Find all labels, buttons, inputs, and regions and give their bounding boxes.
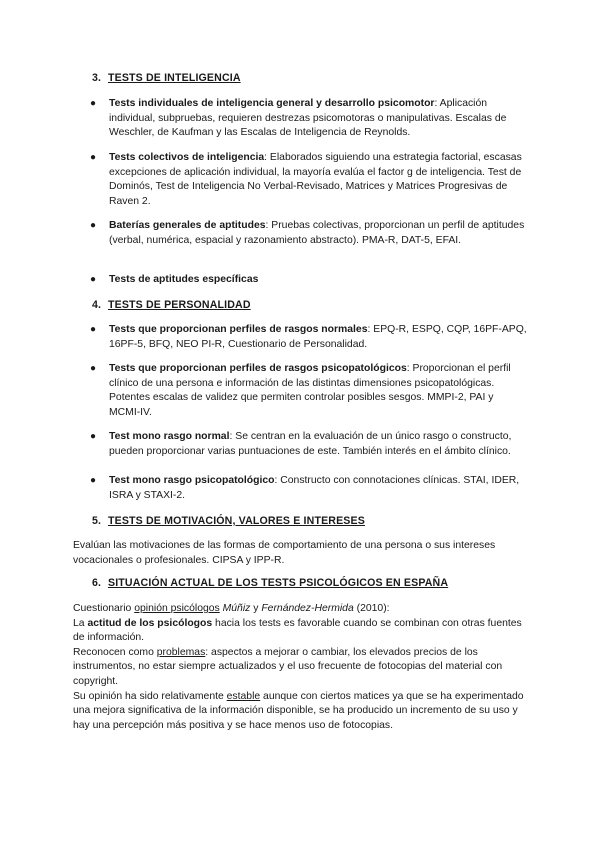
item-text: : Elaborados siguiendo una estrategia factorial, escasas excepciones de aplicación individual, la mayoría evalúa el factor g de inteligencia. Test de Dominós, Test de Inteligencia No Verbal-Revisado, Matrices y Matrices Progresivas de Raven 2.	[109, 152, 522, 207]
list-item	[90, 219, 527, 248]
item-term: Test mono rasgo psicopatológico	[109, 475, 275, 486]
underlined-term: opinión psicólogos	[134, 603, 220, 614]
list-item	[90, 151, 527, 209]
list-item	[90, 474, 527, 503]
bullet-icon: ●	[90, 274, 97, 285]
survey-line	[73, 602, 529, 617]
bullet-icon: ●	[90, 431, 97, 442]
bullet-icon: ●	[90, 363, 97, 374]
item-term: Tests individuales de inteligencia general y desarrollo psicomotor	[109, 98, 435, 109]
section-number: 3.	[92, 72, 102, 84]
section-heading-6	[92, 576, 448, 591]
item-term: Tests colectivos de inteligencia	[109, 152, 265, 163]
section-heading-4	[92, 298, 251, 313]
list-item	[90, 362, 527, 420]
list-item	[90, 430, 527, 459]
item-term: Tests que proporcionan perfiles de rasgos normales	[109, 324, 368, 335]
item-term: Baterías generales de aptitudes	[109, 220, 266, 231]
list-item	[90, 273, 527, 288]
attitude-paragraph	[73, 617, 529, 646]
underlined-term: estable	[226, 690, 261, 702]
item-term: Test mono rasgo normal	[109, 431, 230, 442]
item-term: Tests que proporcionan perfiles de rasgos psicopatológicos	[109, 363, 407, 374]
section-title: TESTS DE PERSONALIDAD	[108, 299, 251, 311]
bold-term: actitud de los psicólogos	[87, 617, 213, 629]
text-fragment: Reconocen como	[73, 646, 157, 658]
item-text: : Pruebas colectivas, proporcionan un perfil de aptitudes (verbal, numérica, espacial y razonamiento abstracto). PMA-R, DAT-5, EFAI.	[109, 220, 525, 246]
section-title: TESTS DE INTELIGENCIA	[108, 72, 241, 84]
list-item	[90, 323, 527, 352]
item-text: : Se centran en la evaluación de un único rasgo o constructo, pueden proporcionar varias puntuaciones de este. También interés en el ámbito clínico.	[109, 431, 512, 457]
text-fragment: La	[73, 617, 88, 629]
text-fragment: aunque con ciertos matices ya que se ha experimentado una mejora significativa de la información disponible, se ha producido un incremento de su uso y hay una percepción más positiva y se hace menos uso de fotocopias.	[73, 690, 524, 731]
opinion-paragraph	[73, 690, 529, 734]
text-fragment: hacia los tests es favorable cuando se combinan con otras fuentes de información.	[73, 617, 522, 644]
section-title: TESTS DE MOTIVACIÓN, VALORES E INTERESES	[108, 515, 365, 527]
text-fragment: (2010):	[353, 603, 390, 614]
item-term: Tests de aptitudes específicas	[109, 274, 259, 285]
motivation-paragraph: Evalúan las motivaciones de las formas de comportamiento de una persona o sus intereses vocacionales o profesionales. CIPSA y IPP-R.	[73, 540, 496, 566]
bullet-icon: ●	[90, 98, 97, 109]
bullet-icon: ●	[90, 220, 97, 231]
list-item	[90, 97, 527, 141]
section-title: SITUACIÓN ACTUAL DE LOS TESTS PSICOLÓGICOS EN ESPAÑA	[108, 577, 449, 589]
text-fragment: : aspectos a mejorar o cambiar, los elevados precios de los instrumentos, no estar siempre actualizados y el uso frecuente de fotocopias del material con copyright.	[73, 646, 503, 687]
section-heading-5	[92, 514, 365, 529]
author-name: Múñiz	[222, 603, 251, 614]
text-fragment: y	[250, 603, 262, 614]
author-name: Fernández-Hermida	[261, 603, 354, 614]
section-heading-3	[92, 71, 241, 86]
section-number: 5.	[92, 515, 102, 527]
section-number: 6.	[92, 577, 102, 589]
problems-paragraph	[73, 646, 529, 690]
underlined-term: problemas	[156, 646, 206, 658]
item-text: : Constructo con connotaciones clínicas. STAI, IDER, ISRA y STAXI-2.	[109, 475, 520, 501]
bullet-icon: ●	[90, 152, 97, 163]
item-text: : EPQ-R, ESPQ, CQP, 16PF-APQ, 16PF-5, BFQ, NEO PI-R, Cuestionario de Personalidad.	[109, 324, 527, 350]
text-fragment: Cuestionario	[73, 603, 135, 614]
section-number: 4.	[92, 299, 102, 311]
item-text: : Aplicación individual, subpruebas, requieren destrezas psicomotoras o manipulativas. Escalas de Weschler, de Kaufman y las Escalas de Inteligencia de Reynolds.	[109, 98, 507, 139]
item-text: : Proporcionan el perfil clínico de una persona e información de las distintas dimensiones psicopatológicas. Potentes escalas de validez que permiten controlar posibles sesgos. MMPI-2, PAI y MCMI-IV.	[109, 363, 511, 418]
text-fragment: Su opinión ha sido relativamente	[73, 690, 227, 702]
bullet-icon: ●	[90, 475, 97, 486]
situation-text	[73, 602, 529, 733]
bullet-icon: ●	[90, 324, 97, 335]
